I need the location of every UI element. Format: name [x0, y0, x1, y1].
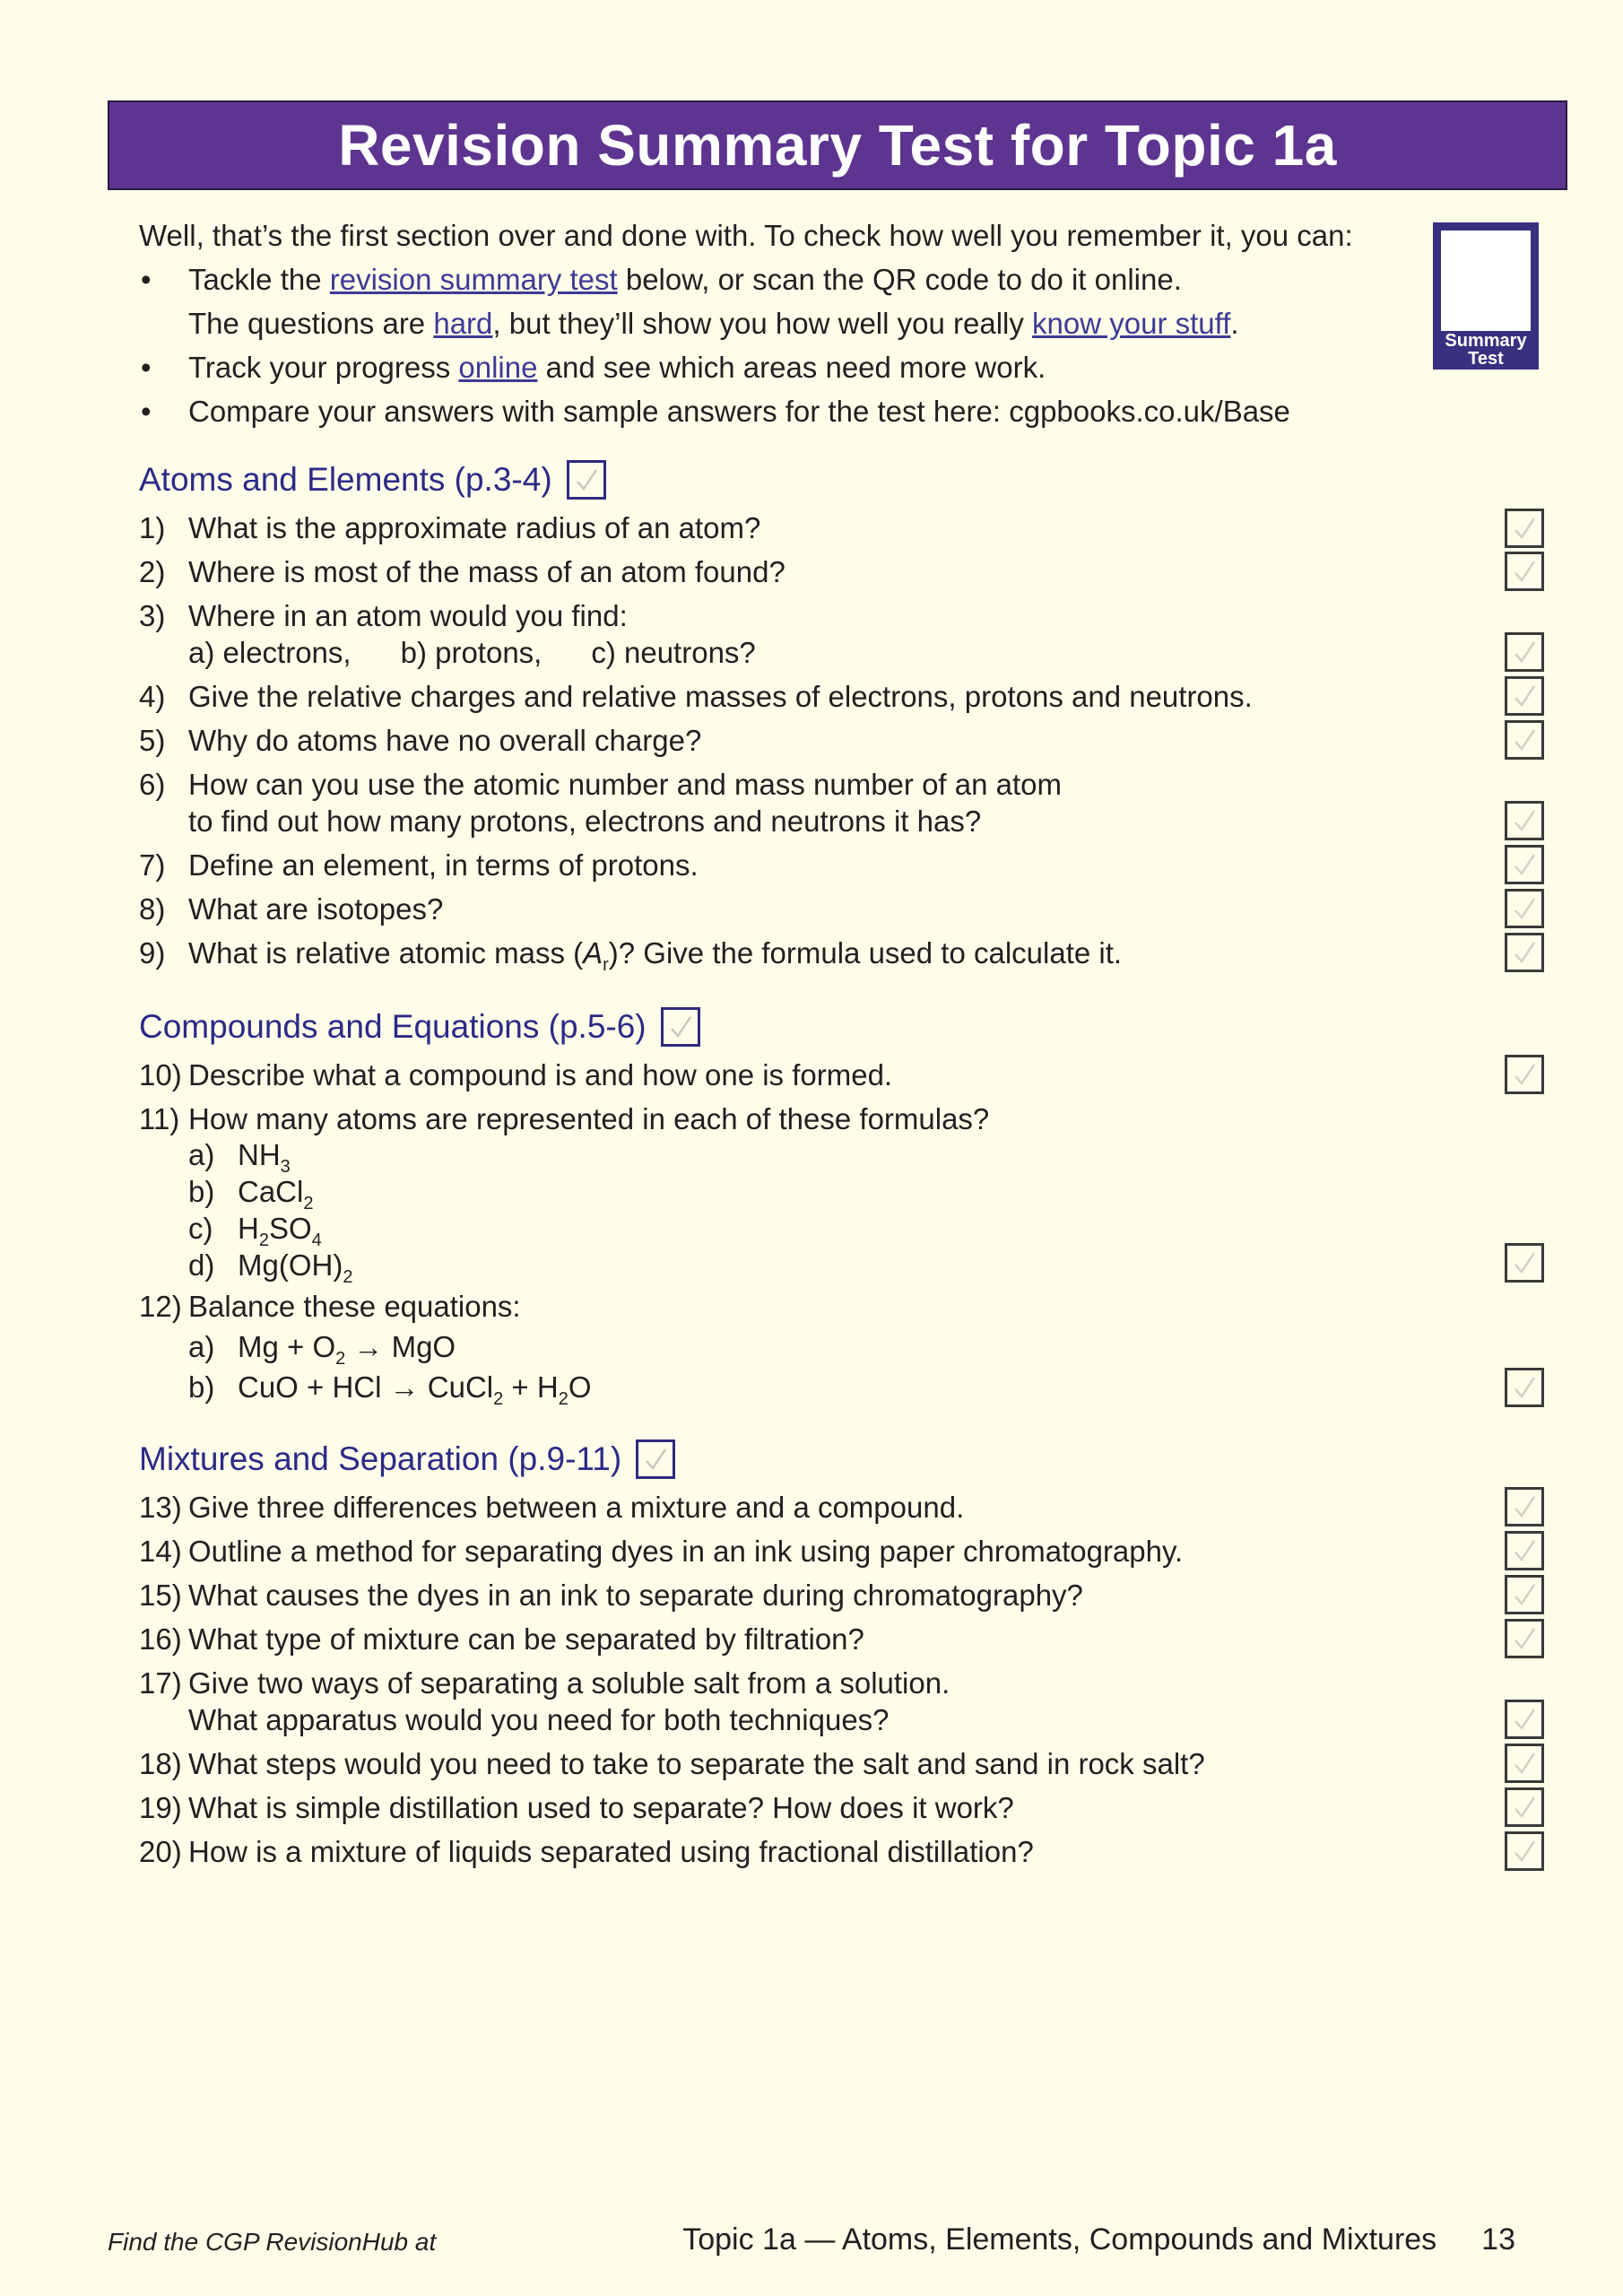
qr-label: Summary Test [1445, 331, 1527, 369]
revision-summary-test-link[interactable]: revision summary test [329, 263, 618, 296]
section-checkbox-atoms[interactable] [567, 460, 606, 500]
question-19: 19) What is simple distillation used to separate? How does it work? [139, 1791, 1014, 1824]
question-12: 12) Balance these equations: [139, 1290, 521, 1323]
question-17: 17) Give two ways of separating a soluble salt from a solution. What apparatus would you need for both techniques? [139, 1666, 950, 1736]
checkbox-q12[interactable] [1505, 1368, 1544, 1407]
tick-icon [574, 466, 599, 493]
checkbox-q17[interactable] [1505, 1700, 1544, 1739]
tick-icon [1512, 851, 1537, 878]
tick-icon [668, 1013, 693, 1040]
checkbox-q13[interactable] [1505, 1487, 1544, 1526]
intro-lead: Well, that’s the first section over and done with. To check how well you remember it, you can: [139, 219, 1353, 252]
question-5: 5) Why do atoms have no overall charge? [139, 724, 702, 757]
question-8: 8) What are isotopes? [139, 892, 444, 926]
checkbox-q15[interactable] [1505, 1575, 1544, 1614]
checkbox-q14[interactable] [1505, 1531, 1544, 1570]
formula-a: a) $NH_3$ [188, 1138, 291, 1177]
checkbox-q1[interactable] [1505, 509, 1544, 548]
title-banner [108, 100, 1567, 190]
section-checkbox-mixtures[interactable] [636, 1439, 675, 1479]
tick-icon [1512, 807, 1537, 834]
tick-icon [643, 1446, 668, 1473]
question-10: 10) Describe what a compound is and how one is formed. [139, 1058, 893, 1091]
checkbox-q20[interactable] [1505, 1831, 1544, 1871]
tick-icon [1512, 1493, 1537, 1520]
checkbox-q4[interactable] [1505, 676, 1544, 716]
equation-b: b) CuO + HCl → CuCl$_2$ + $H_2O$ [188, 1370, 592, 1409]
tick-icon [1512, 1750, 1537, 1777]
section-heading-compounds: Compounds and Equations (p.5-6) [139, 1006, 700, 1048]
tick-icon [1512, 1625, 1537, 1652]
checkbox-q6[interactable] [1505, 801, 1544, 840]
hard-link[interactable]: hard [433, 307, 493, 340]
checkbox-q7[interactable] [1505, 845, 1544, 884]
tick-icon [1512, 895, 1537, 922]
question-15: 15) What causes the dyes in an ink to separate during chromatography? [139, 1578, 1083, 1612]
question-20: 20) How is a mixture of liquids separated using fractional distillation? [139, 1835, 1034, 1868]
question-2: 2) Where is most of the mass of an atom found? [139, 555, 785, 588]
tick-icon [1512, 726, 1537, 753]
question-6: 6) How can you use the atomic number and mass number of an atom to find out how many protons, electrons and neutrons it has? [139, 768, 1062, 838]
checkbox-q19[interactable] [1505, 1787, 1544, 1827]
checkbox-q2[interactable] [1505, 552, 1544, 591]
tick-icon [1512, 1537, 1537, 1564]
tick-icon [1512, 1706, 1537, 1733]
question-7: 7) Define an element, in terms of protons. [139, 848, 699, 882]
section-heading-atoms: Atoms and Elements (p.3-4) [139, 459, 606, 500]
tick-icon [1512, 683, 1537, 709]
footer-topic [682, 2222, 1515, 2257]
tick-icon [1512, 1249, 1537, 1276]
question-1: 1) What is the approximate radius of an atom? [139, 511, 761, 544]
footer-revisionhub-note: Find the CGP RevisionHub at [108, 2228, 437, 2256]
checkbox-q16[interactable] [1505, 1619, 1544, 1658]
online-link[interactable]: online [458, 351, 538, 384]
question-14: 14) Outline a method for separating dyes in an ink using paper chromatography. [139, 1535, 1184, 1568]
checkbox-q8[interactable] [1505, 889, 1544, 928]
question-11: 11) How many atoms are represented in each of these formulas? [139, 1102, 990, 1135]
question-4: 4) Give the relative charges and relative masses of electrons, protons and neutrons. [139, 680, 1253, 713]
checkbox-q5[interactable] [1505, 720, 1544, 760]
qr-code-summary-test[interactable] [1433, 222, 1539, 370]
tick-icon [1512, 1581, 1537, 1608]
question-9: 9) What is relative atomic mass $(A_r)$? Give the formula used to calculate it. [139, 936, 1123, 975]
footer-topic-title: Topic 1a — Atoms, Elements, Compounds and Mixtures [682, 2222, 1437, 2257]
checkbox-q3[interactable] [1505, 632, 1544, 672]
tick-icon [1512, 515, 1537, 542]
page-number: 13 [1481, 2222, 1515, 2257]
section-heading-mixtures: Mixtures and Separation (p.9-11) [139, 1439, 675, 1480]
tick-icon [1512, 1794, 1537, 1821]
equation-a: a) $Mg + O_2$ → MgO [188, 1330, 456, 1369]
checkbox-q10[interactable] [1505, 1055, 1544, 1094]
intro-bullet-2: • Track your progress online and see which areas need more work. [139, 345, 1412, 389]
intro-bullet-1: • Tackle the revision summary test below, or scan the QR code to do it online. The questions are hard, but they’ll show you how well you really know your stuff. [139, 257, 1412, 345]
checkbox-q18[interactable] [1505, 1744, 1544, 1783]
page-title: Revision Summary Test for Topic 1a [338, 113, 1337, 178]
tick-icon [1512, 1061, 1537, 1088]
intro-bullets [139, 257, 1412, 433]
intro-block [139, 213, 1412, 433]
section-checkbox-compounds[interactable] [661, 1007, 700, 1047]
know-your-stuff-link[interactable]: know your stuff [1032, 307, 1231, 340]
formula-c: c) $H_2SO_4$ [188, 1212, 322, 1250]
tick-icon [1512, 558, 1537, 585]
question-13: 13) Give three differences between a mixture and a compound. [139, 1491, 965, 1524]
tick-icon [1512, 939, 1537, 966]
checkbox-q9[interactable] [1505, 933, 1544, 972]
intro-bullet-3: • Compare your answers with sample answers for the test here: cgpbooks.co.uk/Base [139, 389, 1412, 433]
qr-code-image [1441, 230, 1531, 331]
formula-d: d) $Mg(OH)_2$ [188, 1248, 353, 1287]
tick-icon [1512, 1374, 1537, 1401]
formula-b: b) CaCl$_2$ [188, 1175, 314, 1213]
question-16: 16) What type of mixture can be separated by filtration? [139, 1622, 864, 1656]
question-3: 3) Where in an atom would you find: a) electrons, b) protons, c) neutrons? [139, 599, 756, 669]
checkbox-q11[interactable] [1505, 1243, 1544, 1283]
tick-icon [1512, 1838, 1537, 1865]
tick-icon [1512, 639, 1537, 665]
question-18: 18) What steps would you need to take to separate the salt and sand in rock salt? [139, 1747, 1205, 1780]
